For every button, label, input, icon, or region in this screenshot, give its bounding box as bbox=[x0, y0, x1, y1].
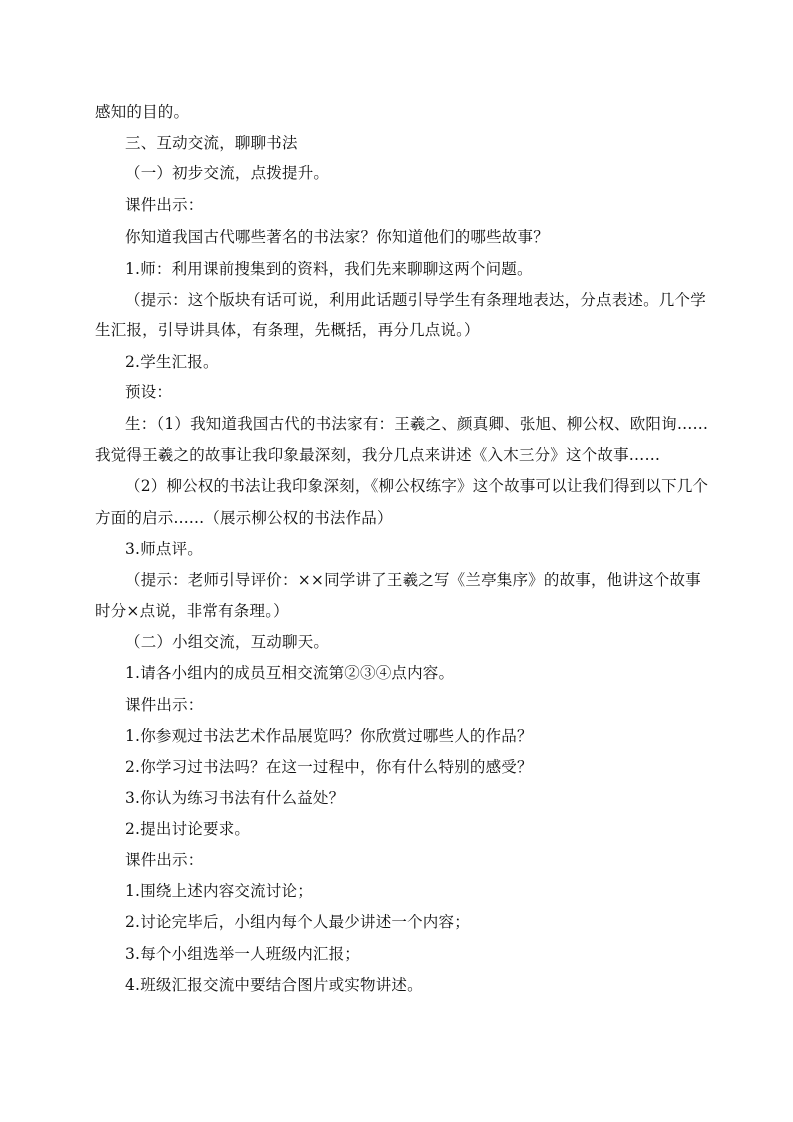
paragraph-line: （提示：老师引导评价：××同学讲了王羲之写《兰亭集序》的故事，他讲这个故事 bbox=[125, 571, 701, 589]
paragraph-line: 3.师点评。 bbox=[125, 540, 203, 558]
subsection-heading: （二）小组交流，互动聊天。 bbox=[125, 633, 330, 651]
paragraph-line: 预设： bbox=[125, 383, 173, 401]
paragraph-line: 方面的启示......（展示柳公权的书法作品） bbox=[95, 509, 393, 527]
paragraph-line: 课件出示： bbox=[125, 196, 204, 214]
paragraph-line: 1.请各小组内的成员互相交流第②③④点内容。 bbox=[125, 664, 455, 682]
paragraph-line: 1.围绕上述内容交流讨论； bbox=[125, 882, 313, 900]
paragraph-line: 时分×点说，非常有条理。） bbox=[95, 602, 289, 620]
paragraph-line: （2）柳公权的书法让我印象深刻，《柳公权练字》这个故事可以让我们得到以下几个 bbox=[125, 477, 709, 495]
paragraph-line: 感知的目的。 bbox=[95, 103, 190, 121]
paragraph-line: 3.你认为练习书法有什么益处？ bbox=[125, 789, 345, 807]
paragraph-line: 我觉得王羲之的故事让我印象最深刻，我分几点来讲述《入木三分》这个故事…… bbox=[95, 446, 661, 464]
paragraph-line: 课件出示： bbox=[125, 851, 204, 869]
paragraph-line: 2.你学习过书法吗？在这一过程中，你有什么特别的感受？ bbox=[125, 758, 533, 776]
paragraph-line: 4.班级汇报交流中要结合图片或实物讲述。 bbox=[125, 976, 423, 994]
paragraph-line: （提示：这个版块有话可说，利用此话题引导学生有条理地表达，分点表述。几个学 bbox=[125, 291, 706, 309]
subsection-heading: （一）初步交流，点拨提升。 bbox=[125, 164, 330, 182]
paragraph-line: 1.你参观过书法艺术作品展览吗？你欣赏过哪些人的作品？ bbox=[125, 727, 533, 745]
paragraph-line: 你知道我国古代哪些著名的书法家？你知道他们的哪些故事？ bbox=[125, 228, 549, 246]
paragraph-line: 2.讨论完毕后，小组内每个人最少讲述一个内容； bbox=[125, 913, 470, 931]
paragraph-line: 生：（1）我知道我国古代的书法家有：王羲之、颜真卿、张旭、柳公权、欧阳询…… bbox=[125, 415, 709, 433]
section-heading: 三、互动交流，聊聊书法 bbox=[125, 134, 298, 152]
paragraph-line: 2.学生汇报。 bbox=[125, 353, 219, 371]
paragraph-line: 3.每个小组选举一人班级内汇报； bbox=[125, 945, 360, 963]
paragraph-line: 1.师：利用课前搜集到的资料，我们先来聊聊这两个问题。 bbox=[125, 260, 533, 278]
paragraph-line: 生汇报，引导讲具体，有条理，先概括，再分几点说。） bbox=[95, 321, 480, 339]
paragraph-line: 课件出示： bbox=[125, 696, 204, 714]
paragraph-line: 2.提出讨论要求。 bbox=[125, 820, 251, 838]
